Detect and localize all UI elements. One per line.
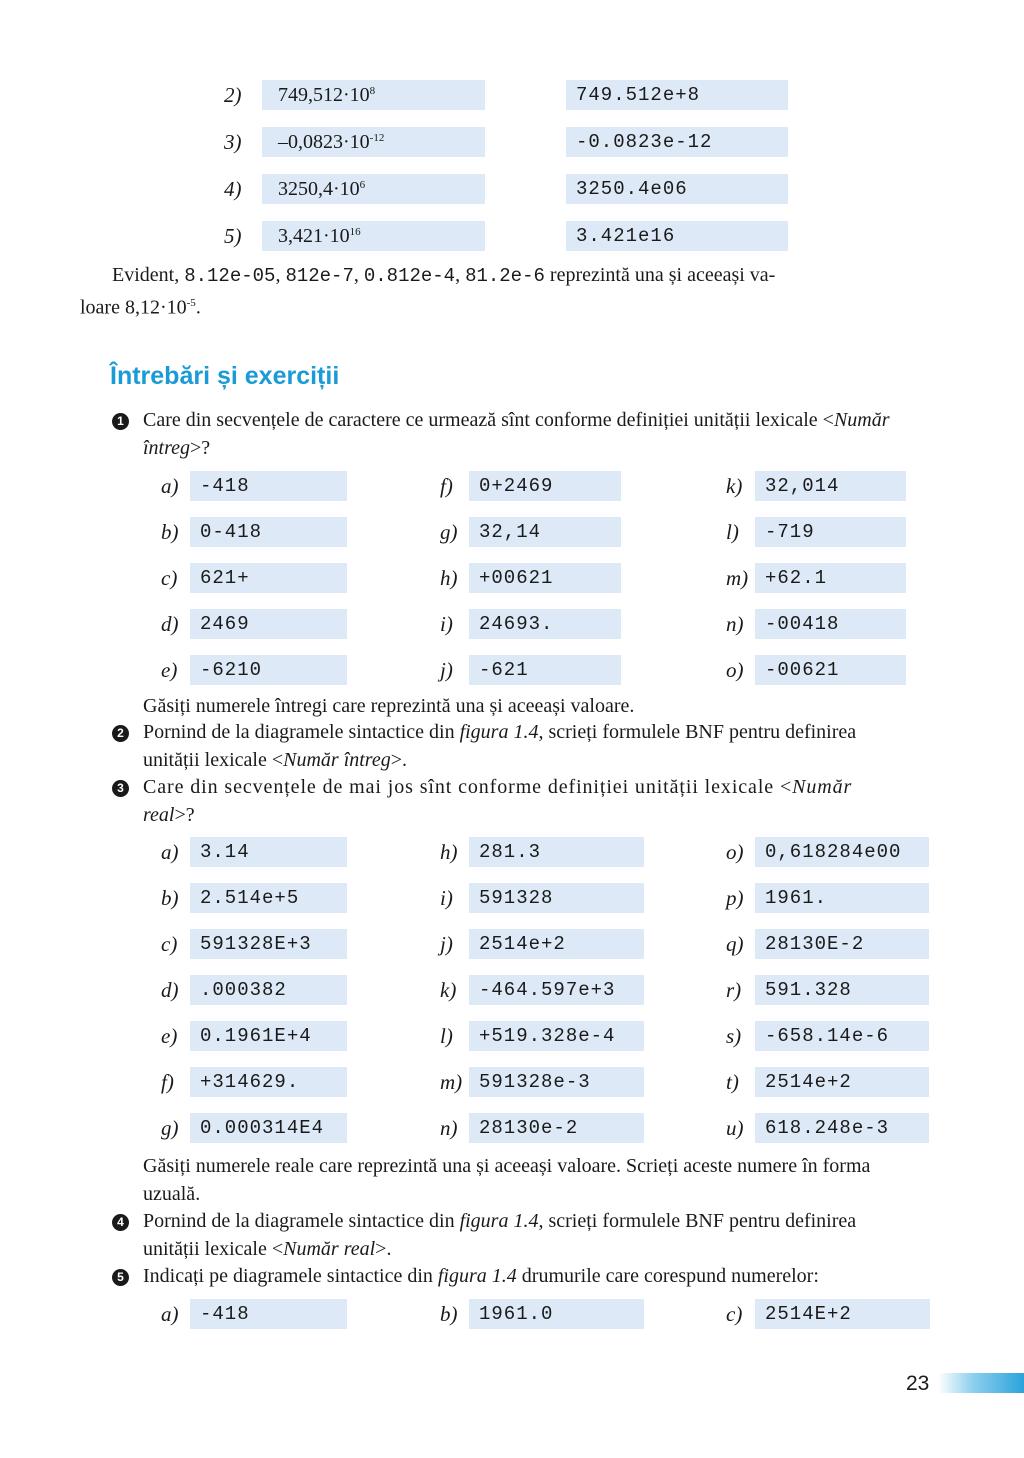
item-value: 1961. — [755, 883, 929, 913]
item-label: b) — [161, 886, 179, 910]
item-value: 0.1961E+4 — [190, 1021, 347, 1051]
text: unității lexicale < — [143, 749, 284, 771]
item-value: 0.000314E4 — [190, 1113, 347, 1143]
q3-text-line1 — [143, 774, 933, 801]
item-label: k) — [726, 474, 743, 498]
row-label: 2) — [224, 83, 242, 107]
item-value: 32,014 — [755, 471, 906, 501]
item-value: 618.248e-3 — [755, 1113, 929, 1143]
item-label: q) — [726, 932, 744, 956]
item-value: 281.3 — [469, 837, 644, 867]
item-label: d) — [161, 978, 179, 1002]
item-label: c) — [726, 1302, 743, 1326]
item-value: 591.328 — [755, 975, 929, 1005]
separator: , — [275, 264, 286, 286]
item-value: +314629. — [190, 1067, 347, 1097]
separator: , — [353, 264, 364, 286]
item-value: 591328e-3 — [469, 1067, 644, 1097]
item-value: 0-418 — [190, 517, 347, 547]
code-value: 8.12e-05 — [184, 265, 276, 287]
real-notation — [262, 221, 485, 251]
text: Evident, — [112, 264, 185, 286]
text: Care din secvențele de caractere ce urmează sînt conforme definiției unității lexicale < — [143, 409, 834, 431]
text: Pornind de la diagramele sintactice din — [143, 721, 460, 743]
evident-paragraph-line1 — [112, 262, 932, 290]
row-label: 3) — [224, 130, 242, 154]
code-notation: -0.0823e-12 — [566, 127, 788, 157]
code-value: 812e-7 — [285, 265, 354, 287]
q1-text-line1 — [143, 407, 933, 434]
mantissa: –0,0823·10 — [278, 131, 370, 153]
exponent: -12 — [369, 132, 385, 144]
item-value: .000382 — [190, 975, 347, 1005]
item-label: b) — [161, 520, 179, 544]
item-label: r) — [726, 978, 742, 1002]
item-value: -658.14e-6 — [755, 1021, 929, 1051]
item-label: a) — [161, 1302, 179, 1326]
item-label: m) — [440, 1070, 463, 1094]
text: Indicați pe diagramele sintactice din — [143, 1265, 438, 1287]
question-number-badge: 3 — [112, 780, 129, 797]
text: drumurile care corespund numerelor: — [516, 1265, 819, 1287]
item-label: l) — [440, 1024, 453, 1048]
item-value: 24693. — [469, 609, 621, 639]
page-number: 23 — [906, 1372, 930, 1395]
question-number-badge: 2 — [112, 725, 129, 742]
item-value: -00418 — [755, 609, 906, 639]
item-label: b) — [440, 1302, 458, 1326]
q2-text-line1 — [143, 719, 933, 746]
question-number-badge: 4 — [112, 1214, 129, 1231]
q3-followup-line1: Găsiți numerele reale care reprezintă una și aceeași valoare. Scrieți aceste numere în forma — [143, 1155, 871, 1177]
text: unității lexicale < — [143, 1238, 284, 1260]
code-notation: 3250.4e06 — [566, 174, 788, 204]
item-label: i) — [440, 612, 453, 636]
q4-text-line1 — [143, 1208, 933, 1235]
text: , scrieți formulele BNF pentru definirea — [538, 721, 857, 743]
item-value: 0+2469 — [469, 471, 621, 501]
real-notation — [262, 174, 485, 204]
item-value: 0,618284e00 — [755, 837, 929, 867]
item-value: -621 — [469, 655, 621, 685]
real-notation — [262, 127, 485, 157]
figure-ref: figura 1.4 — [459, 721, 539, 743]
mantissa: 3,421·10 — [278, 225, 350, 247]
item-value: -418 — [190, 1299, 347, 1329]
code-notation: 749.512e+8 — [566, 80, 788, 110]
item-label: a) — [161, 474, 179, 498]
page-number-decoration — [938, 1373, 1024, 1393]
item-label: g) — [440, 520, 458, 544]
row-label: 5) — [224, 224, 242, 248]
text: reprezintă una și aceeași va- — [544, 264, 776, 286]
item-value: 2514E+2 — [755, 1299, 930, 1329]
text: Pornind de la diagramele sintactice din — [143, 1210, 460, 1232]
item-value: 1961.0 — [469, 1299, 644, 1329]
text: >. — [390, 749, 408, 771]
term: Număr real — [283, 1238, 376, 1260]
item-label: o) — [726, 840, 744, 864]
evident-paragraph-line2 — [80, 290, 201, 322]
item-label: n) — [726, 612, 744, 636]
item-label: t) — [726, 1070, 739, 1094]
item-label: c) — [161, 566, 178, 590]
code-value: 0.812e-4 — [363, 265, 456, 287]
item-value: 32,14 — [469, 517, 621, 547]
item-value: +519.328e-4 — [469, 1021, 644, 1051]
item-label: g) — [161, 1116, 179, 1140]
text: >? — [174, 804, 195, 826]
item-label: d) — [161, 612, 179, 636]
item-label: e) — [161, 1024, 178, 1048]
item-label: f) — [440, 474, 453, 498]
q3-followup-line2: uzuală. — [143, 1183, 201, 1205]
exponent: 6 — [359, 179, 366, 191]
q1-text-line2 — [143, 435, 210, 462]
item-label: s) — [726, 1024, 742, 1048]
real-notation — [262, 80, 485, 110]
item-label: u) — [726, 1116, 744, 1140]
question-number-badge: 1 — [112, 413, 129, 430]
item-value: -00621 — [755, 655, 906, 685]
text: Care din secvențele de mai jos sînt conforme definiției unității lexicale < — [143, 776, 793, 798]
term: Număr — [792, 776, 853, 798]
item-value: 28130e-2 — [469, 1113, 644, 1143]
item-value: 3.14 — [190, 837, 347, 867]
item-value: +62.1 — [755, 563, 906, 593]
code-value: 81.2e-6 — [465, 265, 545, 287]
item-value: 591328E+3 — [190, 929, 347, 959]
exponent: 16 — [349, 226, 361, 238]
q1-followup: Găsiți numerele întregi care reprezintă una și aceeași valoare. — [143, 695, 635, 717]
item-value: 28130E-2 — [755, 929, 929, 959]
separator: , — [455, 264, 466, 286]
text: , scrieți formulele BNF pentru definirea — [538, 1210, 857, 1232]
figure-ref: figura 1.4 — [437, 1265, 517, 1287]
item-value: -719 — [755, 517, 906, 547]
item-value: 591328 — [469, 883, 644, 913]
item-label: i) — [440, 886, 453, 910]
figure-ref: figura 1.4 — [459, 1210, 539, 1232]
item-value: 2514e+2 — [469, 929, 644, 959]
item-value: -418 — [190, 471, 347, 501]
exponent: -5 — [186, 297, 196, 309]
item-label: o) — [726, 658, 744, 682]
item-value: 621+ — [190, 563, 347, 593]
mantissa: 3250,4·10 — [278, 178, 360, 200]
item-value: -6210 — [190, 655, 347, 685]
item-label: m) — [726, 566, 749, 590]
code-notation: 3.421e16 — [566, 221, 788, 251]
item-label: h) — [440, 840, 458, 864]
q4-text-line2 — [143, 1236, 391, 1263]
text: . — [195, 296, 201, 319]
term: întreg — [143, 437, 191, 459]
mantissa: 749,512·10 — [278, 84, 370, 106]
item-value: -464.597e+3 — [469, 975, 644, 1005]
text: >? — [190, 437, 211, 459]
item-value: 2469 — [190, 609, 347, 639]
item-label: f) — [161, 1070, 174, 1094]
term: Număr — [833, 409, 890, 431]
row-label: 4) — [224, 177, 242, 201]
question-number-badge: 5 — [112, 1269, 129, 1286]
item-label: l) — [726, 520, 739, 544]
item-value: 2.514e+5 — [190, 883, 347, 913]
item-label: p) — [726, 886, 744, 910]
text: loare 8,12·10 — [80, 296, 187, 319]
section-title: Întrebări și exerciții — [110, 362, 340, 390]
q2-text-line2 — [143, 747, 407, 774]
item-label: n) — [440, 1116, 458, 1140]
text: >. — [375, 1238, 392, 1260]
item-label: e) — [161, 658, 178, 682]
item-label: c) — [161, 932, 178, 956]
item-label: h) — [440, 566, 458, 590]
q3-text-line2 — [143, 802, 195, 829]
item-label: j) — [440, 658, 453, 682]
item-value: 2514e+2 — [755, 1067, 929, 1097]
item-value: +00621 — [469, 563, 621, 593]
q5-text — [143, 1263, 933, 1290]
item-label: j) — [440, 932, 453, 956]
item-label: a) — [161, 840, 179, 864]
term: real — [143, 804, 175, 826]
item-label: k) — [440, 978, 457, 1002]
exponent: 8 — [369, 85, 376, 97]
term: Număr întreg — [283, 749, 391, 771]
